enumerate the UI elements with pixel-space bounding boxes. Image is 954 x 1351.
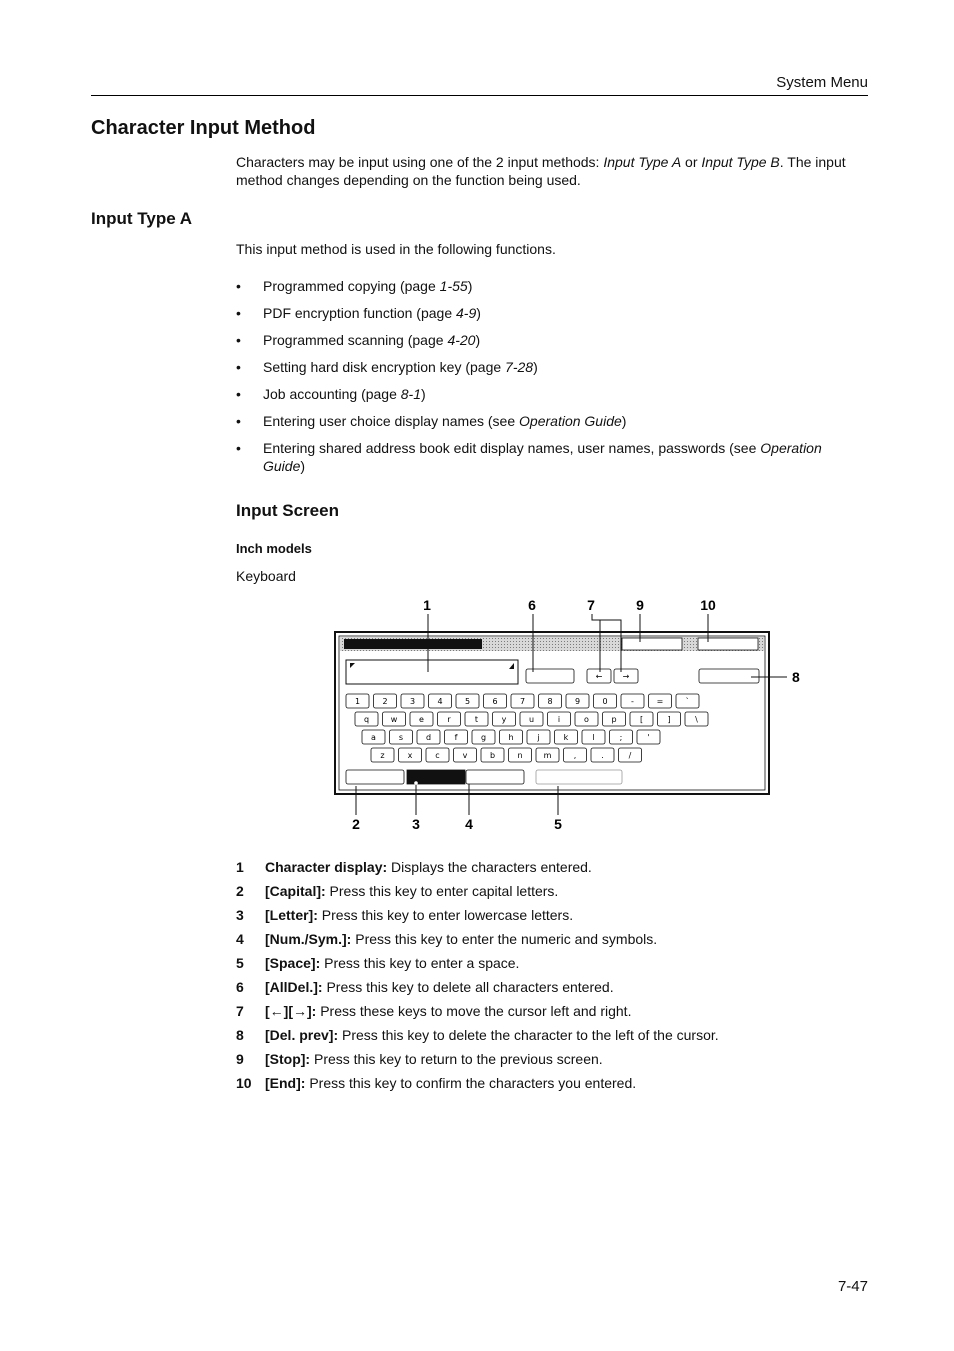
item-number: 6 bbox=[236, 979, 244, 995]
item-text: Press this key to enter capital letters. bbox=[325, 883, 559, 899]
item-close: ) bbox=[476, 305, 481, 321]
left-arrow-icon: ← bbox=[595, 672, 603, 681]
item-ref: 7-28 bbox=[505, 359, 534, 375]
character-key-label: l bbox=[592, 733, 595, 742]
character-key-label: [ bbox=[639, 715, 644, 724]
item-close: ) bbox=[621, 413, 627, 429]
stop-button[interactable] bbox=[622, 638, 682, 650]
item-label: [Num./Sym.]: bbox=[265, 931, 352, 947]
callout-7: 7 bbox=[587, 597, 595, 613]
character-key-label: = bbox=[656, 697, 664, 706]
item-label: [←][→]: bbox=[265, 1003, 317, 1019]
item-label: [Capital]: bbox=[265, 883, 326, 899]
item-label: [Space]: bbox=[265, 955, 321, 971]
description-item bbox=[236, 1074, 876, 1098]
running-header: System Menu bbox=[776, 74, 868, 91]
capital-button[interactable] bbox=[346, 770, 404, 784]
description-item bbox=[236, 882, 876, 906]
keyboard-figure bbox=[300, 590, 820, 840]
character-key-label: d bbox=[425, 733, 432, 742]
item-number: 8 bbox=[236, 1027, 244, 1043]
item-ref: 8-1 bbox=[400, 386, 421, 402]
character-key-label: ` bbox=[685, 697, 690, 706]
description-list bbox=[236, 858, 876, 1098]
intro-text-end: . The input method changes depending on the function being used. bbox=[236, 154, 846, 188]
item-ref: 4-9 bbox=[456, 305, 477, 321]
intro-text: Characters may be input using one of the 2 input methods: bbox=[236, 154, 604, 170]
item-number: 4 bbox=[236, 931, 244, 947]
item-number: 3 bbox=[236, 907, 244, 923]
item-ref: 1-55 bbox=[439, 278, 468, 294]
input-screen-title: Input Screen bbox=[236, 501, 339, 520]
character-key-label: v bbox=[462, 751, 468, 760]
model-label: Inch models bbox=[236, 541, 312, 556]
description-item bbox=[236, 1026, 876, 1050]
item-label: Character display: bbox=[265, 859, 388, 875]
function-list bbox=[236, 277, 856, 484]
item-label: [Letter]: bbox=[265, 907, 318, 923]
intro-type-b: Input Type B bbox=[701, 154, 780, 170]
character-key-label: o bbox=[584, 715, 589, 724]
callout-9: 9 bbox=[636, 597, 644, 613]
character-key-label: k bbox=[563, 733, 569, 742]
character-key-label: b bbox=[489, 751, 496, 760]
callout-1: 1 bbox=[423, 597, 431, 613]
item-close: ) bbox=[300, 458, 306, 474]
character-key-label: g bbox=[480, 733, 487, 742]
description-item bbox=[236, 906, 876, 930]
character-key-label: y bbox=[501, 715, 507, 724]
character-key-label: j bbox=[537, 733, 540, 742]
item-label: [AllDel.]: bbox=[265, 979, 323, 995]
page-number: 7-47 bbox=[837, 1278, 868, 1295]
list-item bbox=[236, 358, 856, 376]
item-number: 2 bbox=[236, 883, 244, 899]
bullet: • bbox=[236, 359, 241, 375]
bullet: • bbox=[236, 305, 241, 321]
character-key-label: r bbox=[447, 715, 451, 724]
keyboard-label: Keyboard bbox=[236, 568, 296, 584]
bullet: • bbox=[236, 278, 241, 294]
character-key-label: 3 bbox=[409, 697, 416, 706]
character-key-label: 6 bbox=[492, 697, 498, 706]
description-item bbox=[236, 954, 876, 978]
item-text: Job accounting (page bbox=[263, 386, 401, 402]
item-text: Displays the characters entered. bbox=[387, 859, 592, 875]
character-key-label: m bbox=[543, 751, 552, 760]
item-close: ) bbox=[475, 332, 481, 348]
item-close: ) bbox=[533, 359, 538, 375]
character-key-label: 9 bbox=[574, 697, 581, 706]
character-key-label: e bbox=[419, 715, 424, 724]
item-text: Press these keys to move the cursor left and right. bbox=[316, 1003, 632, 1019]
character-key-label: \ bbox=[695, 715, 698, 724]
list-item bbox=[236, 385, 856, 403]
description-item bbox=[236, 930, 876, 954]
item-number: 5 bbox=[236, 955, 244, 971]
character-key-label: 1 bbox=[354, 697, 361, 706]
description-item bbox=[236, 1050, 876, 1074]
character-key-label: 4 bbox=[437, 697, 443, 706]
item-text: Programmed copying (page bbox=[263, 278, 440, 294]
item-text: Press this key to enter a space. bbox=[320, 955, 520, 971]
character-key-label: . bbox=[601, 751, 604, 760]
callout-4: 4 bbox=[465, 816, 473, 832]
character-key-label: i bbox=[557, 715, 561, 724]
callout-8: 8 bbox=[792, 669, 800, 685]
character-key-label: ; bbox=[619, 733, 623, 742]
letter-leader-dot bbox=[414, 781, 418, 785]
character-key-label: s bbox=[398, 733, 404, 742]
del-prev-button[interactable] bbox=[699, 669, 759, 683]
character-key-label: n bbox=[517, 751, 523, 760]
bullet: • bbox=[236, 413, 241, 429]
intro-paragraph bbox=[236, 153, 876, 189]
item-close: ) bbox=[467, 278, 473, 294]
character-key-label: - bbox=[631, 697, 634, 706]
item-text: Entering user choice display names (see bbox=[263, 413, 520, 429]
character-key-label: f bbox=[454, 733, 458, 742]
item-text: Press this key to return to the previous screen. bbox=[310, 1051, 603, 1067]
section-title: Input Type A bbox=[91, 209, 193, 228]
item-text: Press this key to delete the character to the left of the cursor. bbox=[338, 1027, 719, 1043]
character-key-label: ' bbox=[647, 733, 650, 742]
list-item bbox=[236, 412, 856, 430]
character-key-label: 0 bbox=[602, 697, 608, 706]
character-key-label: q bbox=[363, 715, 370, 724]
character-key-label: / bbox=[628, 751, 632, 760]
description-item bbox=[236, 858, 876, 882]
title-bar-label bbox=[344, 639, 482, 649]
item-close: ) bbox=[421, 386, 426, 402]
item-text: Press this key to confirm the characters you entered. bbox=[305, 1075, 637, 1091]
list-item bbox=[236, 331, 856, 349]
character-key-label: a bbox=[371, 733, 376, 742]
item-ref: Operation Guide bbox=[263, 440, 822, 474]
character-key-label: , bbox=[573, 751, 577, 760]
callout-10: 10 bbox=[700, 597, 716, 613]
bullet: • bbox=[236, 440, 241, 456]
callout-6: 6 bbox=[528, 597, 536, 613]
description-item bbox=[236, 1002, 876, 1026]
end-button[interactable] bbox=[698, 638, 758, 650]
list-item bbox=[236, 304, 856, 322]
bullet: • bbox=[236, 386, 241, 402]
list-item bbox=[236, 277, 856, 295]
item-number: 9 bbox=[236, 1051, 244, 1067]
num-sym-button[interactable] bbox=[466, 770, 524, 784]
bullet: • bbox=[236, 332, 241, 348]
character-key-label: x bbox=[407, 751, 413, 760]
character-key-label: ] bbox=[667, 715, 671, 724]
space-button[interactable] bbox=[536, 770, 622, 784]
item-ref: Operation Guide bbox=[519, 413, 622, 429]
item-ref: 4-20 bbox=[447, 332, 476, 348]
item-label: [End]: bbox=[265, 1075, 306, 1091]
character-key-label: w bbox=[390, 715, 398, 724]
description-item bbox=[236, 978, 876, 1002]
used-in-text: This input method is used in the following functions. bbox=[236, 241, 556, 257]
character-display[interactable] bbox=[346, 660, 518, 684]
callout-5: 5 bbox=[554, 816, 562, 832]
item-text: Press this key to enter lowercase letters. bbox=[317, 907, 574, 923]
list-item bbox=[236, 439, 856, 475]
item-label: [Del. prev]: bbox=[265, 1027, 339, 1043]
intro-type-a: Input Type A bbox=[603, 154, 682, 170]
item-text: Press this key to enter the numeric and symbols. bbox=[351, 931, 658, 947]
right-arrow-icon: → bbox=[622, 672, 630, 681]
intro-or: or bbox=[681, 154, 702, 170]
character-key-label: 2 bbox=[382, 697, 388, 706]
page-title: Character Input Method bbox=[91, 117, 316, 139]
callout-2: 2 bbox=[352, 816, 360, 832]
character-key-label: t bbox=[474, 715, 479, 724]
character-key-label: 8 bbox=[547, 697, 553, 706]
character-key-label: u bbox=[528, 715, 535, 724]
character-key-label: p bbox=[611, 715, 617, 724]
item-number: 1 bbox=[236, 859, 244, 875]
callout-3: 3 bbox=[412, 816, 420, 832]
item-number: 10 bbox=[236, 1075, 252, 1091]
character-key-label: h bbox=[508, 733, 514, 742]
item-text: Entering shared address book edit display names, user names, passwords (see bbox=[263, 440, 761, 456]
character-key-label: 5 bbox=[464, 697, 471, 706]
character-key-label: z bbox=[380, 751, 385, 760]
item-label: [Stop]: bbox=[265, 1051, 311, 1067]
item-number: 7 bbox=[236, 1003, 244, 1019]
item-text: Press this key to delete all characters entered. bbox=[322, 979, 614, 995]
header-rule bbox=[91, 95, 868, 96]
item-text: PDF encryption function (page bbox=[263, 305, 456, 321]
item-text: Setting hard disk encryption key (page bbox=[263, 359, 506, 375]
character-key-label: c bbox=[435, 751, 440, 760]
item-text: Programmed scanning (page bbox=[263, 332, 448, 348]
character-key-label: 7 bbox=[519, 697, 526, 706]
